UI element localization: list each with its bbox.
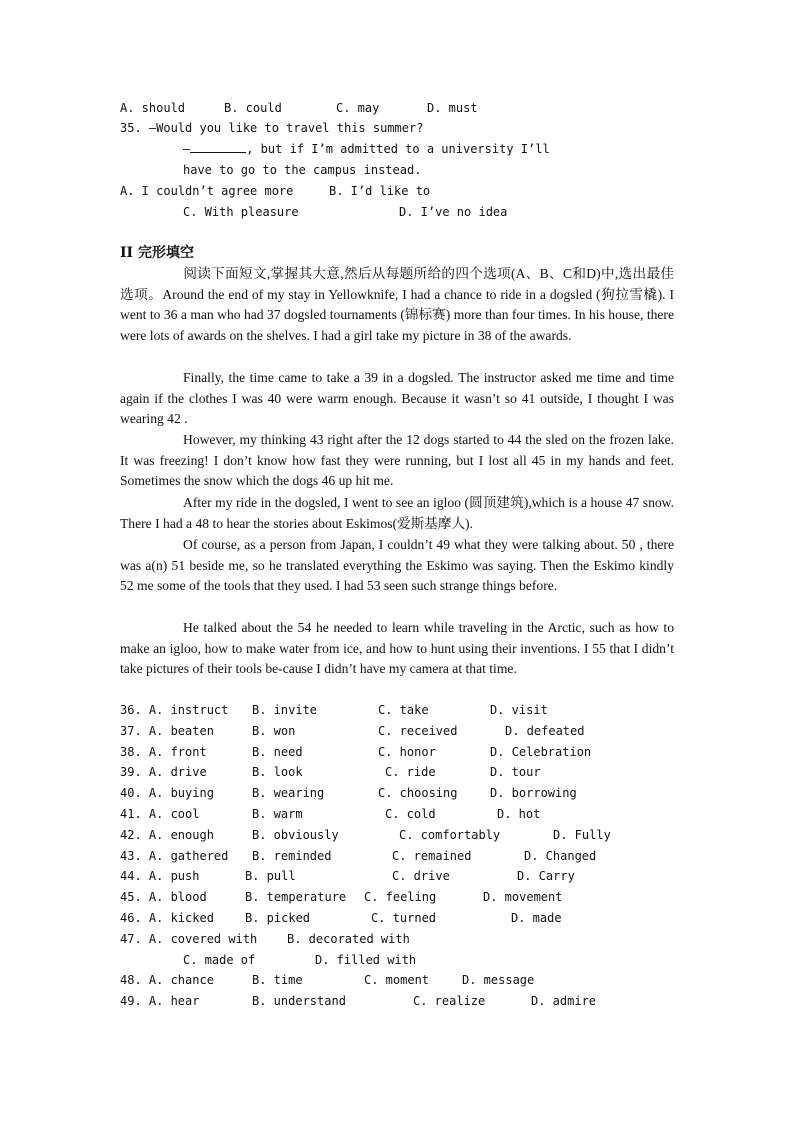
option-row-44 xyxy=(120,866,680,887)
option-d: D. Celebration xyxy=(490,744,592,759)
passage-paragraph-1 xyxy=(120,264,674,347)
option-row-40 xyxy=(120,783,680,804)
passage-paragraph-3 xyxy=(120,430,674,492)
option-d: D. admire xyxy=(531,994,597,1009)
option-c: C. received xyxy=(378,723,458,738)
option-a: 39. A. drive xyxy=(120,765,207,780)
option-c: C. choosing xyxy=(378,786,458,801)
option-row-39 xyxy=(120,762,680,783)
option-a: 38. A. front xyxy=(120,744,207,759)
option-b: B. temperature xyxy=(245,890,347,905)
option-b: B. could xyxy=(224,101,282,115)
option-b: B. won xyxy=(252,723,296,738)
option-c: C. turned xyxy=(371,910,437,925)
option-row-41 xyxy=(120,804,680,825)
option-a: 37. A. beaten xyxy=(120,723,214,738)
option-row-37 xyxy=(120,721,680,742)
paragraph-text: Of course, as a person from Japan, I couldn’t 49 what they were talking about. 50 , there was a(n) 51 beside me, so he translated everything the Eskimo was saying. Then the Eskimo kindly 52 me some of the tools that they used. I had 53 seen such strange things before. xyxy=(120,537,674,594)
question-35-options-row2 xyxy=(183,202,508,222)
passage-paragraph-4 xyxy=(120,493,674,534)
option-c: C. drive xyxy=(392,869,450,884)
option-row-45 xyxy=(120,887,680,908)
option-a: A. I couldn’t agree more xyxy=(120,184,294,198)
option-d: D. must xyxy=(427,101,478,115)
answer-blank[interactable] xyxy=(190,140,246,153)
option-b: B. decorated with xyxy=(287,931,410,946)
option-d: D. hot xyxy=(497,806,541,821)
option-a: 48. A. chance xyxy=(120,973,214,988)
option-a: A. should xyxy=(120,101,186,115)
option-b: B. time xyxy=(252,973,303,988)
option-row-38 xyxy=(120,742,680,763)
question-35-reply xyxy=(183,139,550,159)
reply-dash: — xyxy=(183,142,191,156)
option-b: B. look xyxy=(252,765,303,780)
option-a: 36. A. instruct xyxy=(120,703,229,717)
paragraph-text: However, my thinking 43 right after the 12 dogs started to 44 the sled on the frozen lake. It was freezing! I don’t know how fast they were running, but I lost all 45 in my hands and feet. Sometimes the snow which the dogs 46 up hit me. xyxy=(120,432,674,489)
option-a: 42. A. enough xyxy=(120,827,214,842)
option-a: 40. A. buying xyxy=(120,786,214,801)
paragraph-text: Finally, the time came to take a 39 in a dogsled. The instructor asked me time and time again if the clothes I was 40 were warm enough. Because it wasn’t so 41 outside, I thought I was wearing 42 . xyxy=(120,370,674,427)
option-row-42 xyxy=(120,825,680,846)
option-d: D. made xyxy=(511,910,562,925)
passage-paragraph-2 xyxy=(120,368,674,430)
option-d: D. tour xyxy=(490,765,541,780)
option-c: C. moment xyxy=(364,973,430,988)
option-d: D. defeated xyxy=(505,723,585,738)
option-b: B. I’d like to xyxy=(329,184,431,198)
option-c: C. may xyxy=(336,101,380,115)
option-b: B. understand xyxy=(252,994,346,1009)
option-c: C. feeling xyxy=(364,890,437,905)
option-a: 43. A. gathered xyxy=(120,848,229,863)
option-b: B. wearing xyxy=(252,786,325,801)
question-35-reply-line2: have to go to the campus instead. xyxy=(183,163,422,177)
option-c: C. remained xyxy=(392,848,472,863)
option-row-46 xyxy=(120,908,680,929)
option-d: D. movement xyxy=(483,890,563,905)
question-35-options-row1 xyxy=(120,181,431,201)
option-b: B. reminded xyxy=(252,848,332,863)
paragraph-text: After my ride in the dogsled, I went to see an igloo (圆顶建筑),which is a house 47 snow. There I had a 48 to hear the stories about Eskimos(爱斯基摩人). xyxy=(120,495,674,531)
option-row-48 xyxy=(120,970,680,991)
option-a: 47. A. covered with xyxy=(120,931,258,946)
option-c: C. comfortably xyxy=(399,827,501,842)
option-b: B. obviously xyxy=(252,827,339,842)
option-d: D. filled with xyxy=(315,952,417,967)
paragraph-text: He talked about the 54 he needed to learn while traveling in the Arctic, such as how to make an igloo, how to make water from ice, and how to hunt using their inventions. I 55 that I didn’t take pictures of their tools be-cause I didn’t have my camera at that time. xyxy=(120,620,674,677)
option-a: 46. A. kicked xyxy=(120,910,214,925)
option-c: C. With pleasure xyxy=(183,205,299,219)
option-a: 49. A. hear xyxy=(120,994,200,1009)
option-a: 44. A. push xyxy=(120,869,200,884)
question-35-prompt: 35. —Would you like to travel this summer? xyxy=(120,121,424,135)
paragraph-text: 阅读下面短文,掌握其大意,然后从每题所给的四个选项(A、B、C和D)中,选出最佳选项。Around the end of my stay in Yellowknife, I had a chance to ride in a dogsled (狗拉雪橇). I went to 36 a man who had 37 dogsled tournaments (锦标赛) more than four times. In his house, there were lots of awards on the shelves. I had a girl take my picture in 38 of the awards. xyxy=(120,266,674,344)
option-d: D. Fully xyxy=(553,827,611,842)
option-b: B. invite xyxy=(252,703,318,717)
option-row-47b xyxy=(120,950,680,971)
option-c: C. cold xyxy=(385,806,436,821)
passage-paragraph-6 xyxy=(120,618,674,680)
option-a: 41. A. cool xyxy=(120,806,200,821)
prev-options-row xyxy=(120,98,478,118)
option-c: C. realize xyxy=(413,994,486,1009)
options-list xyxy=(120,700,680,1012)
option-b: B. need xyxy=(252,744,303,759)
section-heading: II 完形填空 xyxy=(120,245,194,261)
option-row-43 xyxy=(120,846,680,867)
option-a: 45. A. blood xyxy=(120,890,207,905)
option-row-36 xyxy=(120,700,680,721)
option-d: D. message xyxy=(462,973,535,988)
option-row-49 xyxy=(120,991,680,1012)
option-d: D. Carry xyxy=(517,869,575,884)
option-row-47 xyxy=(120,929,680,950)
option-b: B. pull xyxy=(245,869,296,884)
option-c: C. take xyxy=(378,703,429,717)
option-b: B. warm xyxy=(252,806,303,821)
option-d: D. visit xyxy=(490,703,548,717)
option-d: D. I’ve no idea xyxy=(399,205,508,219)
option-d: D. Changed xyxy=(524,848,597,863)
option-c: C. made of xyxy=(183,952,256,967)
option-b: B. picked xyxy=(245,910,311,925)
option-d: D. borrowing xyxy=(490,786,577,801)
option-c: C. ride xyxy=(385,765,436,780)
option-c: C. honor xyxy=(378,744,436,759)
reply-text: , but if I’m admitted to a university I’ll xyxy=(246,142,550,156)
passage-paragraph-5 xyxy=(120,535,674,597)
